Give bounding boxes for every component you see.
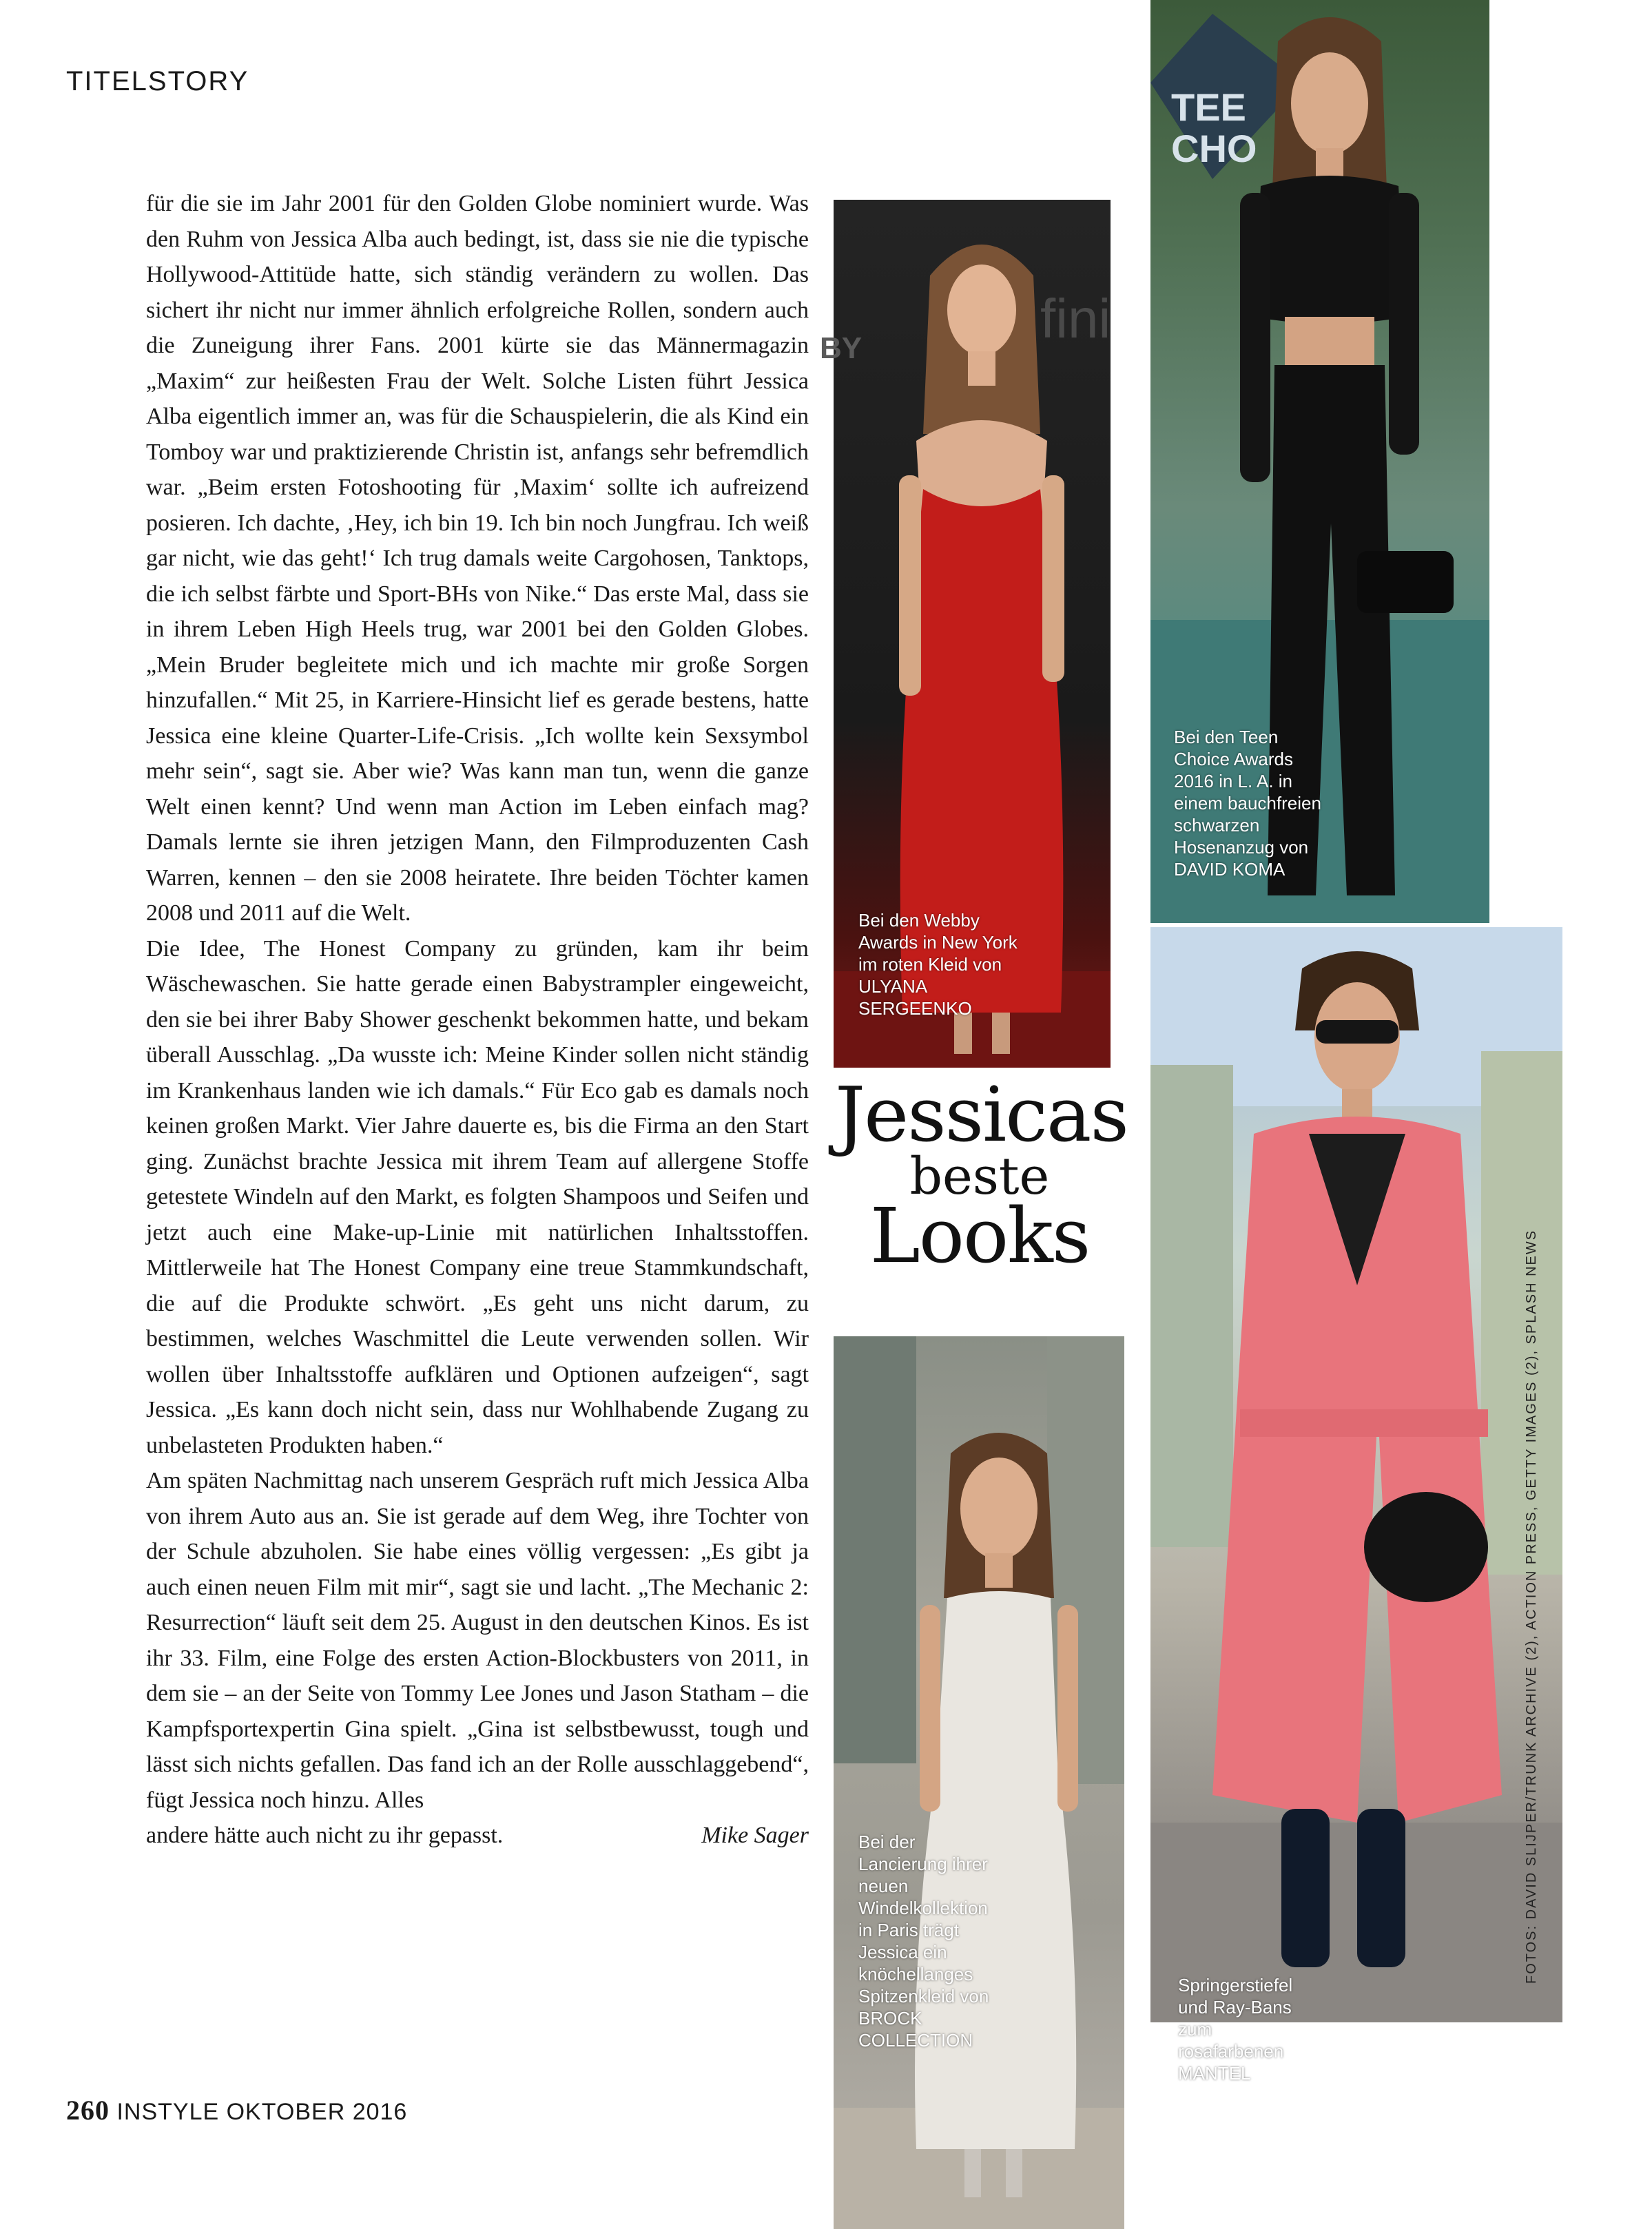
- magazine-issue: INSTYLE OKTOBER 2016: [116, 2099, 408, 2125]
- photo-lace-dress: [834, 1336, 1124, 2229]
- section-label: TITELSTORY: [66, 66, 249, 96]
- svg-text:fini: fini: [1040, 288, 1111, 349]
- article-last-line: andere hätte auch nicht zu ihr gepasst.: [146, 1823, 504, 1848]
- photo-pink-coat: [1150, 927, 1562, 2084]
- caption-lancierung: Bei der Lancierung ihrer neuen Windelkollektion in Paris trägt Jessica ein knöchellanges Spitzenkleid von BROCK COLLECTION: [858, 1832, 989, 2051]
- caption-springer: Springerstiefel und Ray-Bans zum rosafarbenen MANTEL: [1178, 1975, 1293, 2084]
- article-paragraph: für die sie im Jahr 2001 für den Golden Globe nominiert wurde. Was den Ruhm von Jessica Alba auch bedingt, ist, dass sie nie die typische Hollywood-Attitüde hatte, sich ständig verändern zu wollen. Das sichert ihr nicht nur immer ähnlich erfolgreiche Rollen, sondern auch die Zuneigung ihrer Fans. 2001 kürte sie das Männermagazin „Maxim“ zur heißesten Frau der Welt. Solche Listen führt Jessica Alba eigentlich immer an, was für die Schauspielerin, die als Kind ein Tomboy war und praktizierende Christin ist, anfangs sehr befremdlich war. „Beim ersten Fotoshooting für ‚Maxim‘ sollte ich aufreizend posieren. Ich dachte, ‚Hey, ich bin 19. Ich bin noch Jungfrau. Ich weiß gar nicht, wie das geht!‘ Ich trug damals weite Cargohosen, Tanktops, die ich selbst färbte und Sport-BHs von Nike.“ Das erste Mal, dass sie in ihrem Leben High Heels trug, war 2001 bei den Golden Globes. „Mein Bruder begleitete mich und ich machte mir große Sorgen hinzufallen.“ Mit 25, in Karriere-Hinsicht lief es gerade bestens, hatte Jessica eine kleine Quarter-Life-Crisis. „Ich wollte kein Sexsymbol mehr sein“, sagt sie. Aber wie? Was kann man tun, wenn die ganze Welt einen kennt? Und wenn man Action im Leben einfach mag? Damals lernte sie ihren jetzigen Mann, den Filmproduzenten Cash Warren, kennen – den sie 2008 heiratete. Ihre beiden Töchter kamen 2008 und 2011 auf die Welt.: [146, 191, 809, 926]
- article-paragraph: Die Idee, The Honest Company zu gründen, kam ihr beim Wäschewaschen. Sie hatte gerade einen Babystrampler eingeweicht, den sie bei ihrer Baby Shower geschenkt bekommen hatte, und bekam überall Ausschlag. „Da wusste ich: Meine Kinder sollen nicht ständig im Krankenhaus landen wie ich damals.“ Für Eco gab es damals noch keinen großen Markt. Vier Jahre dauerte es, bis die Firma an den Start ging. Zunächst brachte Jessica mit ihrem Team auf allergene Stoffe getestete Windeln auf den Markt, es folgten Shampoos und Seifen und jetzt auch eine Make-up-Linie mit natürlichen Inhaltsstoffen. Mittlerweile hat The Honest Company eine treue Stammkundschaft, die auf die Produkte schwört. „Es geht uns nicht darum, zu bestimmen, welches Waschmittel die Leute verwenden sollen. Wir wollen über Inhaltsstoffe aufklären und Optionen aufzeigen“, sagt Jessica. „Es kann doch nicht sein, dass nur Wohlhabende Zugang zu unbelasteten Produkten haben.“: [146, 935, 809, 1458]
- lace-dress-figure: [834, 1336, 1124, 2229]
- feature-title-line2: beste: [909, 1147, 1050, 1206]
- photo-webby-red-dress: [820, 200, 1111, 1068]
- pink-coat-figure: [1150, 927, 1562, 2022]
- article-paragraph: Am späten Nachmittag nach unserem Gespräch ruft mich Jessica Alba von ihrem Auto aus an. Sie ist gerade auf dem Weg, ihre Tochter von der Schule abzuholen. Sie habe eines völlig vergessen: „Es gibt ja auch einen neuen Film mit mir“, sagt sie und lacht. „The Mechanic 2: Resurrection“ läuft seit dem 25. August in den deutschen Kinos. Es ist ihr 33. Film, eine Folge des ersten Action-Blockbusters von 2011, in dem sie – an der Seite von Tommy Lee Jones und Jason Statham – die Kampfsportexpertin Gina spielt. „Gina ist selbstbewusst, tough und lässt sich nichts gefallen. Das fand ich an der Rolle ausschlaggebend“, fügt Jessica noch hinzu. Alles: [146, 1468, 809, 1813]
- article-body: [146, 186, 809, 1854]
- feature-title-line1: Jessicas: [835, 1070, 1128, 1159]
- page-footer: [66, 2094, 407, 2126]
- svg-text:CHO: CHO: [1171, 127, 1257, 170]
- caption-webby: Bei den Webby Awards in New York im roten Kleid von ULYANA SERGEENKO: [858, 910, 1018, 1019]
- caption-teen-choice: Bei den Teen Choice Awards 2016 in L. A. in einem bauchfreien schwarzen Hosenanzug von DAVID KOMA: [1174, 727, 1321, 880]
- author-name: Mike Sager: [701, 1823, 809, 1848]
- photo-teen-choice-black-outfit: [1150, 0, 1489, 923]
- feature-title-line3: Looks: [869, 1192, 1090, 1280]
- svg-text:TEE: TEE: [1171, 85, 1246, 129]
- page-number: 260: [66, 2095, 110, 2126]
- article-signoff: [146, 1818, 809, 1854]
- feature-title: [835, 1070, 1128, 1280]
- photo-credits: FOTOS: DAVID SLIJPER/TRUNK ARCHIVE (2), ACTION PRESS, GETTY IMAGES (2), SPLASH NEWS: [1524, 1229, 1539, 1984]
- svg-text:BY: BY: [820, 331, 863, 365]
